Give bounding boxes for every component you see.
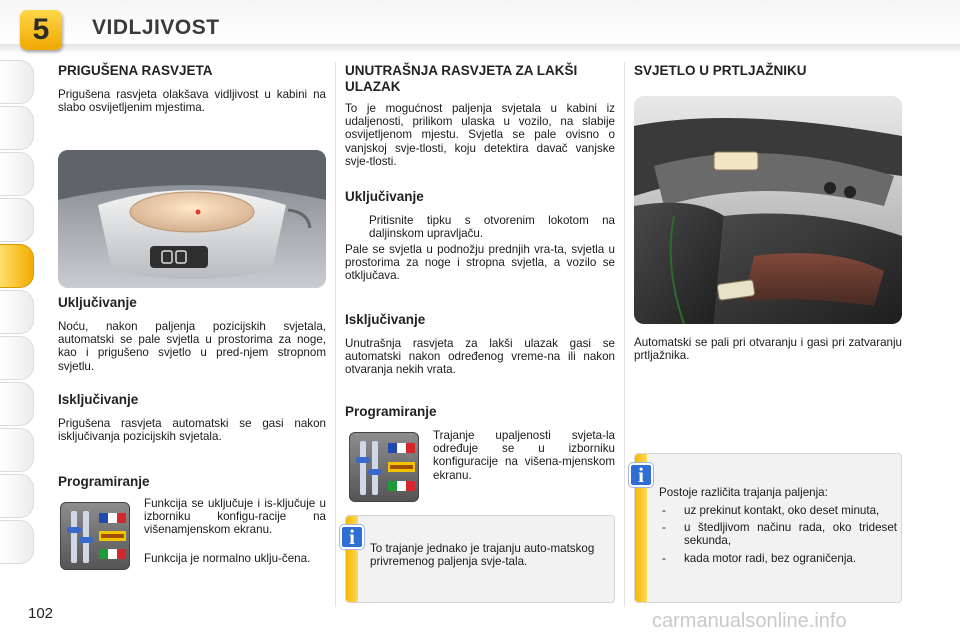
trunk-illustration bbox=[634, 96, 902, 324]
chapter-tabs bbox=[0, 60, 40, 566]
chapter-tab[interactable] bbox=[0, 152, 34, 196]
trunk-text: Automatski se pali pri otvaranju i gasi pri zatvaranju prtljažnika. bbox=[634, 336, 902, 363]
list-item: - uz prekinut kontakt, oko deset minuta, bbox=[662, 504, 880, 517]
chapter-tab[interactable] bbox=[0, 474, 34, 518]
chapter-tab[interactable] bbox=[0, 520, 34, 564]
config-menu-icon bbox=[349, 432, 419, 502]
section-title: PRIGUŠENA RASVJETA bbox=[58, 63, 213, 78]
list-dash: - bbox=[662, 504, 666, 517]
info-text: To trajanje jednako je trajanju auto-matskog privremenog paljenja svje-tala. bbox=[370, 542, 595, 569]
column-trunk-light bbox=[634, 60, 902, 605]
prog-text-default: Funkcija je normalno uklju-čena. bbox=[144, 552, 311, 565]
chapter-tab[interactable] bbox=[0, 336, 34, 380]
chapter-tab[interactable] bbox=[0, 290, 34, 334]
lamp-illustration bbox=[58, 150, 326, 288]
chapter-tab[interactable] bbox=[0, 428, 34, 472]
on-text: Noću, nakon paljenja pozicijskih svjetala, automatski se pale svjetla u prostorima za noge, kao i prigušeno svjetlo u pred-njem stropnom svjetlu. bbox=[58, 320, 326, 373]
on-heading: Uključivanje bbox=[345, 189, 424, 204]
on-bullet: Pritisnite tipku s otvorenim lokotom na daljinskom upravljaču. bbox=[369, 214, 615, 241]
info-icon: i bbox=[340, 525, 364, 549]
info-icon: i bbox=[629, 463, 653, 487]
column-divider bbox=[624, 62, 625, 607]
prog-text: Funkcija se uključuje i is-ključuje u izborniku konfigu-racije na višenamjenskom ekranu. bbox=[144, 497, 326, 537]
info-box bbox=[634, 453, 902, 603]
watermark: carmanualsonline.info bbox=[652, 610, 847, 632]
chapter-tab[interactable] bbox=[0, 60, 34, 104]
chapter-tab[interactable] bbox=[0, 198, 34, 242]
intro-text: Prigušena rasvjeta olakšava vidljivost u kabini na slabo osvijetljenim mjestima. bbox=[58, 88, 326, 115]
chapter-tab-active[interactable] bbox=[0, 244, 34, 288]
off-text: Prigušena rasvjeta automatski se gasi nakon isključivanja pozicijskih svjetala. bbox=[58, 417, 326, 444]
duration-list bbox=[659, 504, 897, 569]
chapter-title: VIDLJIVOST bbox=[92, 16, 220, 39]
list-dash: - bbox=[662, 551, 666, 565]
off-heading: Isključivanje bbox=[345, 312, 426, 327]
column-divider bbox=[335, 62, 336, 607]
list-item: - u štedljivom načinu rada, oko trideset sekunda, bbox=[662, 521, 897, 548]
column-dimmed-lighting bbox=[58, 60, 326, 600]
list-item: - kada motor radi, bez ograničenja. bbox=[662, 551, 857, 565]
prog-heading: Programiranje bbox=[345, 404, 437, 419]
info-box bbox=[345, 515, 615, 603]
chapter-number-badge: 5 bbox=[20, 10, 62, 50]
chapter-tab[interactable] bbox=[0, 382, 34, 426]
header-rule bbox=[0, 44, 960, 54]
off-text: Unutrašnja rasvjeta za lakši ulazak gasi se automatski nakon određenog vreme-na ili nakon otvaranja nekih vrata. bbox=[345, 337, 615, 377]
list-dash: - bbox=[662, 521, 666, 535]
on-text: Pale se svjetla u podnožju prednjih vra-ta, svjetla u prostorima za noge i stropna svjetla, a vozilo se otključava. bbox=[345, 243, 615, 283]
page-number: 102 bbox=[28, 605, 54, 622]
section-title: UNUTRAŠNJA RASVJETA ZA LAKŠI ULAZAK bbox=[345, 63, 578, 94]
intro-text: To je mogućnost paljenja svjetala u kabini iz udaljenosti, prilikom ulaska u vozilo, na slabije osvijetljenom mjestu. Svjetla se pale ovisno o vanjskoj svje-tlosti, koju detektira davač vanjske svje-tlosti. bbox=[345, 102, 615, 168]
config-menu-icon bbox=[60, 502, 130, 570]
prog-heading: Programiranje bbox=[58, 474, 150, 489]
off-heading: Isključivanje bbox=[58, 392, 139, 407]
info-intro: Postoje različita trajanja paljenja: bbox=[659, 486, 828, 499]
section-title: SVJETLO U PRTLJAŽNIKU bbox=[634, 63, 807, 78]
on-heading: Uključivanje bbox=[58, 295, 137, 310]
chapter-tab[interactable] bbox=[0, 106, 34, 150]
prog-text: Trajanje upaljenosti svjeta-la određuje se u izborniku konfiguracije na višena-mjenskom ekranu. bbox=[433, 429, 615, 482]
column-welcome-lighting bbox=[345, 60, 615, 605]
